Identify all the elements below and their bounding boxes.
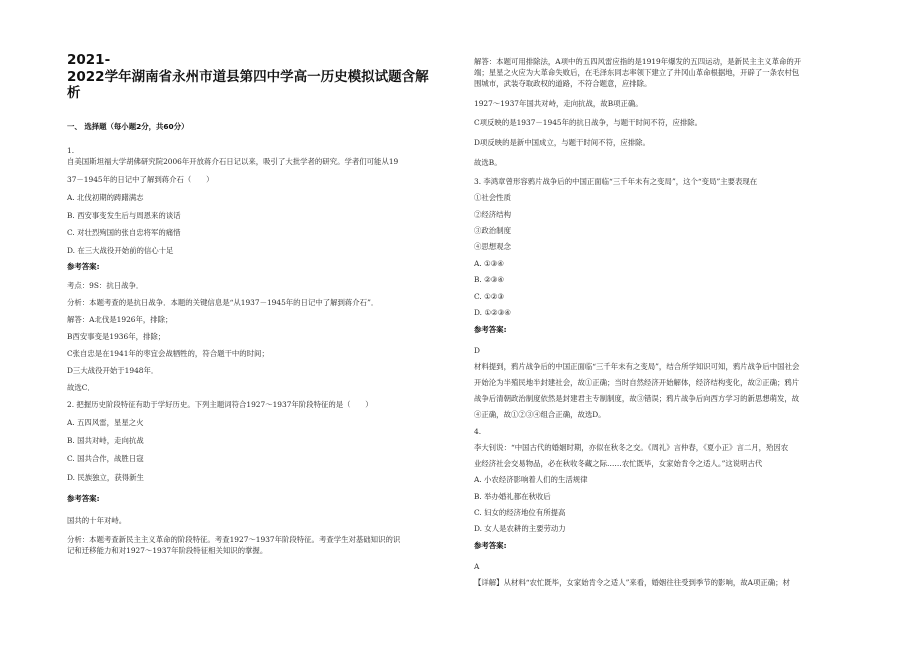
q2-solution: 围城市，武装夺取政权的道路，不符合题意，应排除。 — [474, 79, 652, 88]
q1-analysis: C张自忠是在1941年的枣宜会战牺牲的，符合题干中的时间； — [67, 349, 269, 358]
document-title — [67, 52, 467, 102]
q2-solution: D项反映的是新中国成立，与题干时间不符，应排除。 — [474, 138, 650, 147]
q2-analysis: 记和迁移能力和对1927～1937年阶段特征相关知识的掌握。 — [67, 546, 268, 555]
q3-analysis: 材料提到，鸦片战争后的中国正面临“三千年未有之变局”，结合所学知识可知，鸦片战争后中国社会 — [474, 362, 800, 371]
q2-answer-label: 参考答案: — [67, 494, 100, 503]
q2-solution: C项反映的是1937－1945年的抗日战争，与题干时间不符，应排除。 — [474, 118, 703, 127]
q4-stem: 李大钊说：“中国古代的婚姻时期，亦似在秋冬之交。《周礼》言仲春，《夏小正》言二月，殆因农 — [474, 443, 789, 452]
q3-item: ②经济结构 — [474, 210, 511, 219]
q3-answer-label: 参考答案: — [474, 325, 507, 334]
q1-stem: 自美国斯坦福大学胡佛研究院2006年开放蒋介石日记以来，吸引了大批学者的研究。学者们可能从19 — [67, 157, 399, 166]
q3-option-a: A. ①③④ — [474, 259, 504, 268]
q4-option-a: A. 小农经济影响着人们的生活规律 — [474, 475, 588, 484]
q3-option-c: C. ①②③ — [474, 292, 504, 301]
q2-option-b: B. 国共对峙，走向抗战 — [67, 436, 144, 445]
q1-option-a: A. 北伐初期的踌躇满志 — [67, 193, 144, 202]
q4-option-c: C. 妇女的经济地位有所提高 — [474, 508, 566, 517]
q1-analysis: 解答：A北伐是1926年，排除； — [67, 315, 173, 324]
title-line: 2022学年湖南省永州市道县第四中学高一历史模拟试题含解 — [67, 68, 429, 85]
q1-option-c: C. 对壮烈殉国的张自忠将军的痛惜 — [67, 228, 181, 237]
q4-number: 4. — [474, 427, 482, 436]
q3-analysis: 开始沦为半殖民地半封建社会，故①正确；当时自然经济开始解体，经济结构变化，故②正确；鸦片 — [474, 378, 800, 387]
q1-answer-label: 参考答案: — [67, 262, 100, 271]
q4-option-b: B. 举办婚礼都在秋收后 — [474, 492, 551, 501]
title-line: 2021- — [67, 52, 111, 68]
q1-analysis: 考点：9S：抗日战争． — [67, 281, 144, 290]
q3-item: ③政治制度 — [474, 226, 511, 235]
q1-analysis: 分析：本题考查的是抗日战争．本题的关键信息是“从1937－1945年的日记中了解到蒋介石”． — [67, 298, 379, 307]
q4-option-d: D. 女人是农耕的主要劳动力 — [474, 524, 566, 533]
q3-option-b: B. ②③④ — [474, 275, 505, 284]
q1-option-d: D. 在三大战役开始前的信心十足 — [67, 246, 174, 255]
q3-analysis: ④正确，故①②③④组合正确，故选D。 — [474, 410, 606, 419]
q4-answer: A — [474, 562, 480, 571]
q4-analysis: 【详解】从材料“农忙既毕，女家始肯令之适人”来看，婚姻往往受到季节的影响，故A项正确；材 — [474, 578, 790, 587]
q2-analysis: 分析：本题考查新民主主义革命的阶段特征。考查1927～1937年阶段特征。考查学生对基础知识的识 — [67, 535, 401, 544]
q4-stem: 业经济社会交易物品，必在秋收冬藏之际……农忙既毕，女家始肯令之适人。”这说明古代 — [474, 459, 763, 468]
q4-answer-label: 参考答案: — [474, 541, 507, 550]
title-line: 析 — [67, 85, 81, 101]
q2-solution: 1927～1937年国共对峙，走向抗战，故B项正确。 — [474, 99, 643, 108]
q1-stem: 37－1945年的日记中了解到蒋介石（ ） — [67, 175, 214, 184]
q2-answer: 国共的十年对峙。 — [67, 516, 127, 525]
q3-analysis: 战争后清朝政治制度依然是封建君主专制制度，故③错误；鸦片战争后向西方学习的新思想萌发，故 — [474, 394, 800, 403]
q1-analysis: 故选C． — [67, 383, 95, 392]
q3-item: ④思想观念 — [474, 242, 511, 251]
q2-option-c: C. 国共合作，战胜日寇 — [67, 454, 144, 463]
q1-analysis: B西安事变是1936年，排除； — [67, 332, 166, 341]
q2-option-d: D. 民族独立，获得新生 — [67, 473, 144, 482]
q2-option-a: A. 五四风雷，星星之火 — [67, 418, 144, 427]
q2-solution: 端；星星之火应为大革命失败后，在毛泽东同志率领下建立了井冈山革命根据地，开辟了一条农村包 — [474, 68, 800, 77]
section-heading: 一、 选择题（每小题2分，共60分） — [67, 122, 189, 131]
q1-number: 1. — [67, 146, 75, 155]
q3-option-d: D. ①②③④ — [474, 308, 511, 317]
q2-solution: 故选B。 — [474, 158, 502, 167]
q3-stem: 3. 李鸿章曾形容鸦片战争后的中国正面临“三千年未有之变局”，这个“变局”主要表现在 — [474, 177, 758, 186]
q3-answer: D — [474, 346, 480, 355]
q1-analysis: D三大战役开始于1948年． — [67, 366, 159, 375]
q2-solution: 解答：本题可用排除法，A项中的五四风雷应指的是1919年爆发的五四运动，是新民主主义革命的开 — [474, 57, 802, 66]
q3-item: ①社会性质 — [474, 193, 511, 202]
q1-option-b: B. 西安事变发生后与周恩来的谈话 — [67, 211, 181, 220]
q2-stem: 2. 把握历史阶段特征有助于学好历史。下列主题词符合1927～1937年阶段特征的是（ ） — [67, 400, 373, 409]
